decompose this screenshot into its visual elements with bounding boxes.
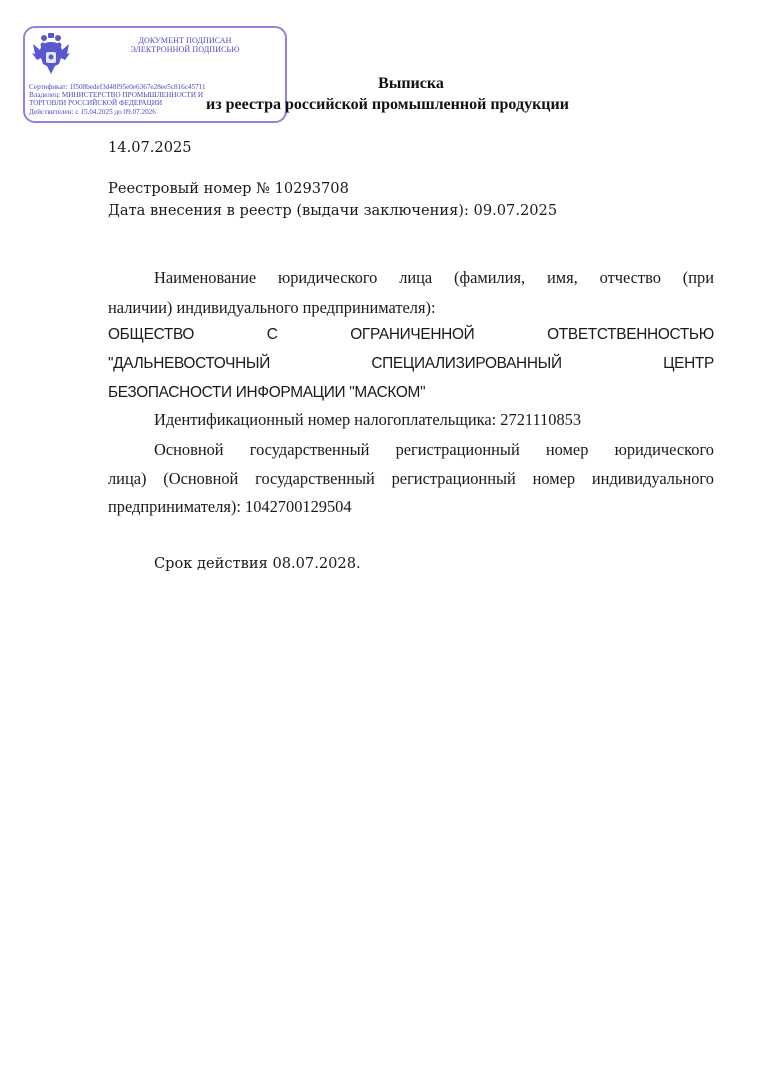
- word: С: [266, 326, 278, 343]
- stamp-header-line1: ДОКУМЕНТ ПОДПИСАН: [138, 36, 232, 45]
- word: индивидуального: [591, 469, 714, 488]
- word: номер: [532, 469, 576, 488]
- stamp-validity: Действителен: с 15.04.2025 до 09.07.2026: [29, 107, 156, 116]
- word: (Основной: [163, 469, 239, 488]
- company-name-line3: БЕЗОПАСНОСТИ ИНФОРМАЦИИ "МАСКОМ": [108, 384, 426, 401]
- company-name-line2: [108, 353, 714, 375]
- document-date: 14.07.2025: [108, 139, 192, 156]
- word: ОБЩЕСТВО: [108, 326, 195, 343]
- document-subtitle: из реестра российской промышленной продукции: [206, 96, 569, 113]
- word: СПЕЦИАЛИЗИРОВАННЫЙ: [371, 355, 562, 372]
- ogrn-line3: предпринимателя): 1042700129504: [108, 497, 352, 516]
- word: "ДАЛЬНЕВОСТОЧНЫЙ: [108, 355, 271, 372]
- word: ОТВЕТСТВЕННОСТЬЮ: [547, 326, 714, 343]
- word: государственный: [255, 469, 375, 488]
- word: юридического: [277, 268, 378, 287]
- word: лица: [399, 268, 433, 287]
- russian-coat-of-arms-icon: [31, 32, 71, 76]
- word: номер: [545, 440, 589, 459]
- word: регистрационный: [391, 469, 516, 488]
- validity-period: Срок действия 08.07.2028.: [154, 555, 361, 572]
- stamp-owner-line2: ТОРГОВЛИ РОССИЙСКОЙ ФЕДЕРАЦИИ: [29, 99, 163, 108]
- word: ЦЕНТР: [663, 355, 714, 372]
- ogrn-line1: [154, 439, 714, 460]
- registry-date: Дата внесения в реестр (выдачи заключения): 09.07.2025: [108, 202, 558, 219]
- stamp-header-line2: ЭЛЕКТРОННОЙ ПОДПИСЬЮ: [130, 45, 240, 54]
- word: лица): [108, 469, 147, 488]
- name-label-line1: [154, 267, 714, 288]
- stamp-certificate: Сертификат: 1f508bedef3d48f95e0e6367e28ee5c816c45711: [29, 83, 206, 91]
- word: регистрационный: [395, 440, 520, 459]
- stamp-header: [85, 36, 285, 54]
- word: юридического: [614, 440, 714, 459]
- registry-number: Реестровый номер № 10293708: [108, 180, 349, 197]
- word: Основной: [154, 440, 224, 459]
- word: государственный: [249, 440, 370, 459]
- inn: Идентификационный номер налогоплательщика: 2721110853: [154, 410, 582, 429]
- word: ОГРАНИЧЕННОЙ: [350, 326, 475, 343]
- company-name-line1: [108, 324, 714, 346]
- word: Наименование: [154, 268, 257, 287]
- word: отчество: [599, 268, 661, 287]
- ogrn-line2: [108, 468, 714, 489]
- word: имя,: [546, 268, 578, 287]
- word: (при: [682, 268, 714, 287]
- word: (фамилия,: [454, 268, 526, 287]
- stamp-owner-line1: Владелец: МИНИСТЕРСТВО ПРОМЫШЛЕННОСТИ И: [29, 91, 204, 100]
- name-label-line2: наличии) индивидуального предпринимателя):: [108, 298, 436, 317]
- document-title: Выписка: [378, 75, 444, 92]
